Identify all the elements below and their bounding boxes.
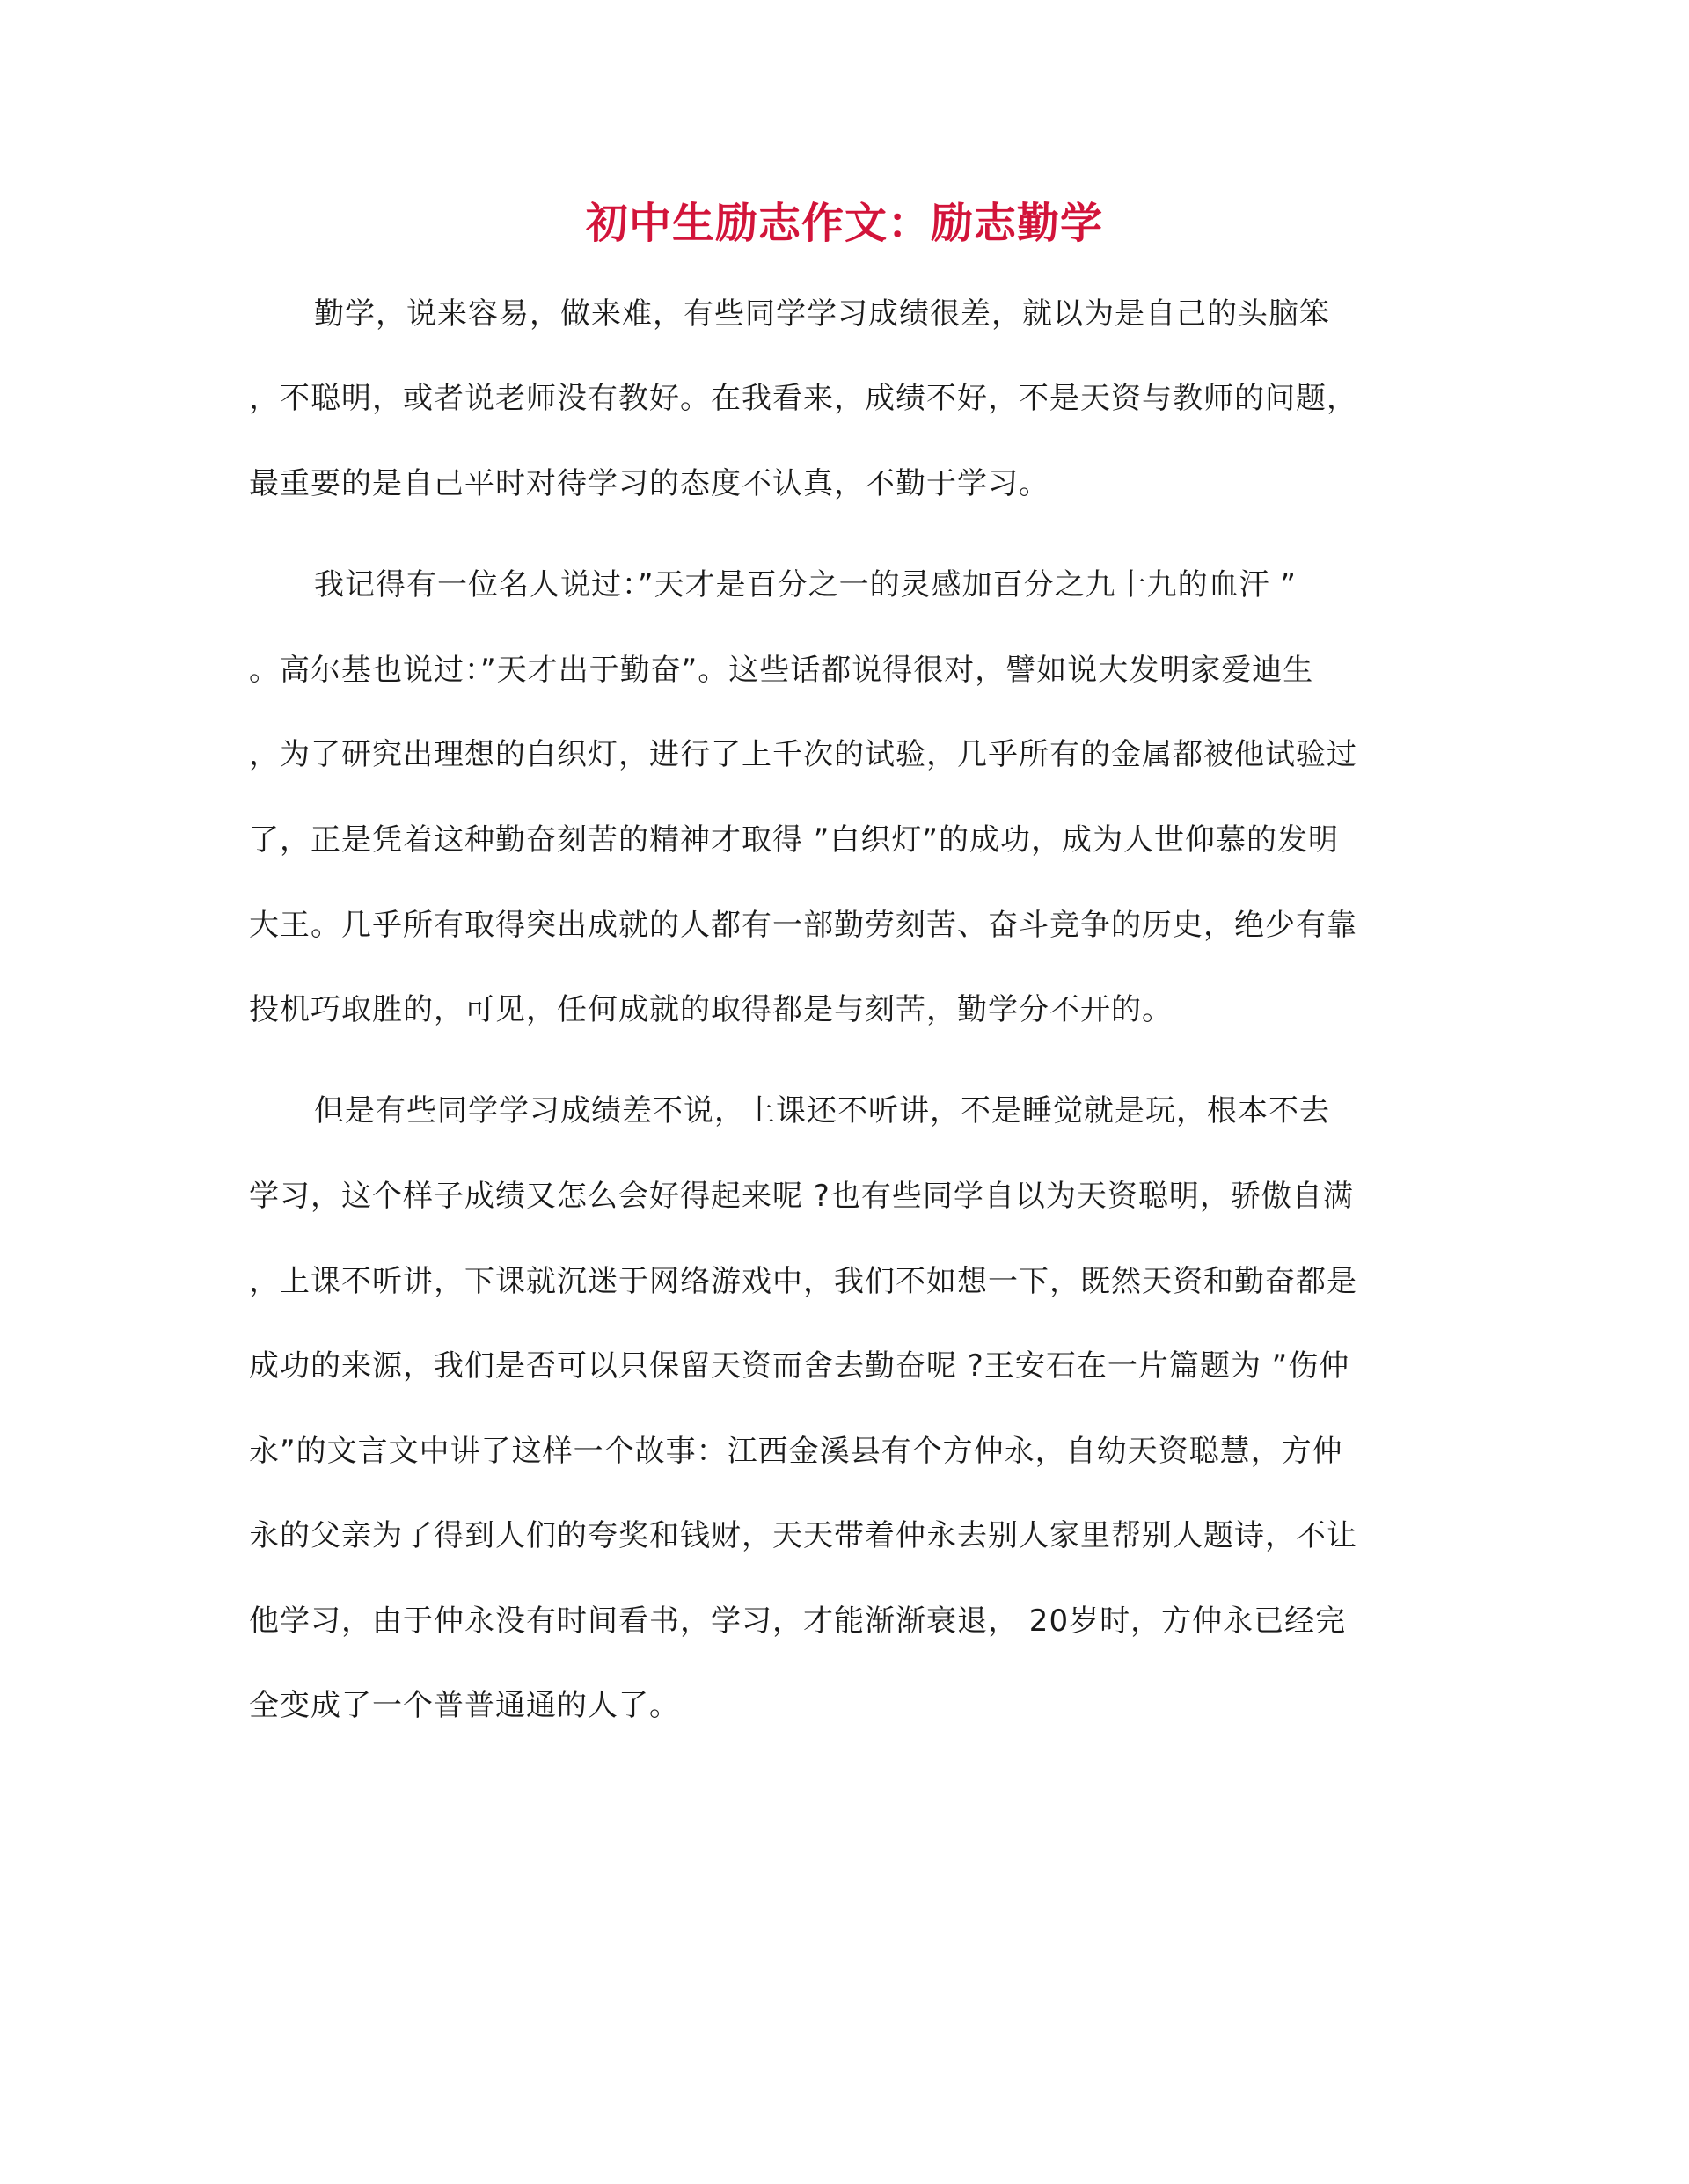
paragraph-line: 他学习，由于仲永没有时间看书，学习，才能渐渐衰退， 20岁时，方仲永已经完 (249, 1603, 1347, 1639)
paragraph-line: 了，正是凭着这种勤奋刻苦的精神才取得 ”白织灯”的成功，成为人世仰慕的发明 (249, 822, 1340, 858)
paragraph-line: 。高尔基也说过：”天才出于勤奋”。这些话都说得很对，譬如说大发明家爱迪生 (249, 653, 1314, 688)
paragraph-line: 永的父亲为了得到人们的夸奖和钱财，天天带着仲永去别人家里帮别人题诗，不让 (249, 1518, 1357, 1553)
paragraph-line: 学习，这个样子成绩又怎么会好得起来呢 ?也有些同学自以为天资聪明，骄傲自满 (249, 1179, 1354, 1214)
paragraph-line: 大王。几乎所有取得突出成就的人都有一部勤劳刻苦、奋斗竞争的历史，绝少有靠 (249, 908, 1357, 943)
paragraph-line: 成功的来源，我们是否可以只保留天资而舍去勤奋呢 ?王安石在一片篇题为 ”伤仲 (249, 1348, 1350, 1384)
paragraph-line: 但是有些同学学习成绩差不说，上课还不听讲，不是睡觉就是玩，根本不去 (314, 1093, 1330, 1129)
paragraph-line: 永”的文言文中讲了这样一个故事：江西金溪县有个方仲永，自幼天资聪慧，方仲 (249, 1434, 1343, 1469)
paragraph-line: 投机巧取胜的，可见，任何成就的取得都是与刻苦，勤学分不开的。 (249, 992, 1173, 1027)
document-title: 初中生励志作文：励志勤学 (585, 199, 1103, 248)
paragraph-line: 我记得有一位名人说过：”天才是百分之一的灵感加百分之九十九的血汗 ” (314, 567, 1298, 603)
paragraph-line: 最重要的是自己平时对待学习的态度不认真，不勤于学习。 (249, 466, 1049, 501)
paragraph-line: ，不聪明，或者说老师没有教好。在我看来，成绩不好，不是天资与教师的问题， (249, 381, 1357, 416)
paragraph-line: ，上课不听讲，下课就沉迷于网络游戏中，我们不如想一下，既然天资和勤奋都是 (249, 1264, 1357, 1299)
paragraph-line: 勤学，说来容易，做来难，有些同学学习成绩很差，就以为是自己的头脑笨 (314, 296, 1330, 332)
paragraph-line: 全变成了一个普普通通的人了。 (249, 1688, 680, 1723)
paragraph-line: ，为了研究出理想的白织灯，进行了上千次的试验，几乎所有的金属都被他试验过 (249, 737, 1357, 772)
